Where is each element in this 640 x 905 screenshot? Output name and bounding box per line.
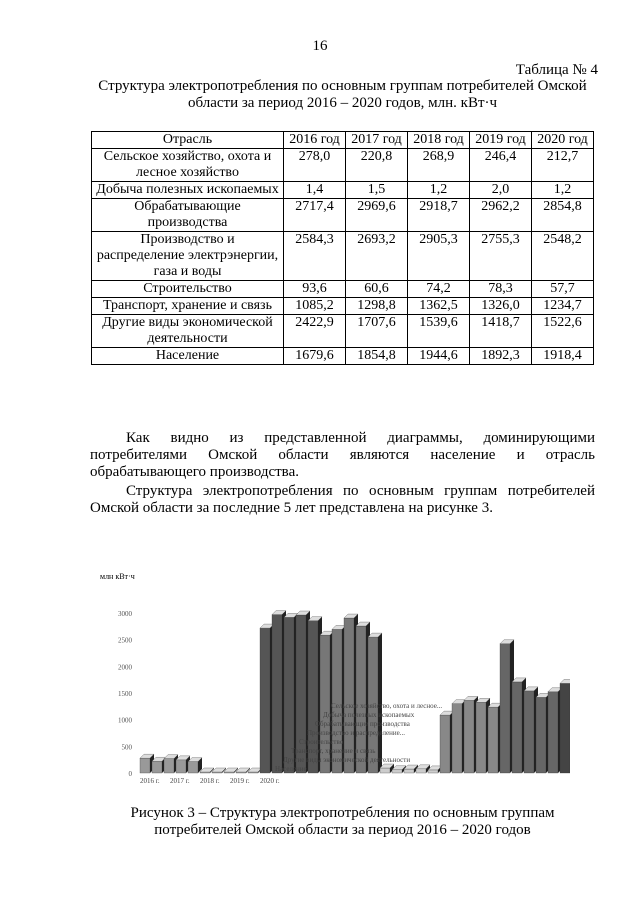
bar [452,704,462,773]
industry-name: Добыча полезных ископаемых [92,182,284,199]
bar [548,692,558,773]
table-row [92,182,594,199]
consumption-table [91,131,594,365]
x-tick-label: 2017 г. [170,777,190,785]
value-cell: 1918,4 [532,348,594,365]
y-tick-label: 3000 [118,610,132,618]
value-cell: 93,6 [284,281,346,298]
value-cell: 1539,6 [408,315,470,348]
value-cell: 2962,2 [470,199,532,232]
table-row [92,232,594,281]
legend-entry: Строительство [299,738,344,746]
value-cell: 1298,8 [346,298,408,315]
industry-name: Обрабатывающие производства [92,199,284,232]
value-cell: 220,8 [346,149,408,182]
y-tick-label: 2000 [118,663,132,672]
header-industry: Отрасль [92,132,284,149]
bar [164,759,174,773]
bar-top [224,768,238,772]
value-cell: 246,4 [470,149,532,182]
bar-top [212,768,226,772]
value-cell: 1,2 [532,182,594,199]
header-year: 2017 год [346,132,408,149]
value-cell: 2717,4 [284,199,346,232]
value-cell: 278,0 [284,149,346,182]
bar [560,683,570,773]
header-year: 2016 год [284,132,346,149]
header-year: 2018 год [408,132,470,149]
value-cell: 2918,7 [408,199,470,232]
bar [200,772,210,773]
bar [248,772,258,773]
table-header-row [92,132,594,149]
legend-entry: Добыча полезных ископаемых [323,711,415,719]
bar [212,772,222,773]
value-cell: 2969,6 [346,199,408,232]
table-row [92,199,594,232]
legend-entry: Другие виды экономической деятельности [283,756,411,764]
y-tick-label: 1500 [118,690,132,698]
bar [428,770,438,773]
value-cell: 2548,2 [532,232,594,281]
value-cell: 2905,3 [408,232,470,281]
paragraph-figure-reference: Структура электропотребления по основным группам потребителей Омской области за последние 5 лет представлена на рисунке 3. [90,483,595,516]
paragraph-conclusion: Как видно из представленной диаграммы, доминирующими потребителями Омской области являются население и отрасль обрабатывающего производства. [90,430,595,480]
table-row [92,281,594,298]
bar-top [236,768,250,772]
x-tick-label: 2020 г. [260,777,280,785]
bar [464,700,474,773]
bar [260,628,270,773]
bar [476,702,486,773]
page-number: 16 [312,38,328,54]
value-cell: 2755,3 [470,232,532,281]
value-cell: 2,0 [470,182,532,199]
table-title: Структура электропотребления по основным группам потребителей Омской области за период 2016 – 2020 годов, млн. кВт·ч [98,78,587,111]
x-tick-label: 2019 г. [230,777,250,785]
table-body [92,149,594,365]
bar [536,697,546,773]
industry-name: Транспорт, хранение и связь [92,298,284,315]
bar [416,769,426,773]
industry-name: Сельское хозяйство, охота и лесное хозяйство [92,149,284,182]
legend-entry: Обрабатывающие производства [315,720,410,728]
industry-name: Производство и распределение электрэнергии, газа и воды [92,232,284,281]
value-cell: 268,9 [408,149,470,182]
bar [176,760,186,773]
value-cell: 60,6 [346,281,408,298]
value-cell: 1679,6 [284,348,346,365]
y-tick-label: 0 [128,770,132,778]
table-row [92,298,594,315]
value-cell: 2854,8 [532,199,594,232]
value-cell: 1522,6 [532,315,594,348]
value-cell: 1892,3 [470,348,532,365]
value-cell: 74,2 [408,281,470,298]
value-cell: 1234,7 [532,298,594,315]
bar [140,758,150,773]
value-cell: 2422,9 [284,315,346,348]
x-tick-label: 2018 г. [200,777,220,785]
table-label: Таблица № 4 [515,62,598,78]
bar [236,772,246,773]
bar [392,770,402,773]
figure-caption: Рисунок 3 – Структура электропотребления по основным группам потребителей Омской области за период 2016 – 2020 годов [130,805,555,838]
industry-name: Население [92,348,284,365]
bar [224,772,234,773]
bar [488,707,498,773]
header-year: 2020 год [532,132,594,149]
value-cell: 1,4 [284,182,346,199]
bar-top [200,768,214,772]
legend-entry: Население [275,765,307,773]
value-cell: 2693,2 [346,232,408,281]
bar [440,715,450,773]
value-cell: 1362,5 [408,298,470,315]
value-cell: 212,7 [532,149,594,182]
value-cell: 1944,6 [408,348,470,365]
y-tick-label: 1000 [118,716,132,725]
legend-entry: Производство и распределение... [307,729,405,737]
industry-name: Другие виды экономической деятельности [92,315,284,348]
value-cell: 1854,8 [346,348,408,365]
value-cell: 1418,7 [470,315,532,348]
bar [512,682,522,773]
consumption-chart [100,565,570,785]
y-axis-label: млн кВт·ч [100,572,135,581]
bar [524,691,534,773]
bar [404,769,414,773]
bar [188,762,198,773]
table-row [92,315,594,348]
y-tick-label: 500 [121,743,132,752]
value-cell: 78,3 [470,281,532,298]
bar [380,768,390,773]
header-year: 2019 год [470,132,532,149]
value-cell: 57,7 [532,281,594,298]
legend-entry: Транспорт, хранение и связь [291,747,376,755]
value-cell: 1707,6 [346,315,408,348]
value-cell: 1085,2 [284,298,346,315]
bar [152,761,162,773]
value-cell: 1,2 [408,182,470,199]
value-cell: 1,5 [346,182,408,199]
bar [500,644,510,773]
bar-top [560,679,570,683]
bar [272,615,282,773]
y-tick-label: 2500 [118,636,132,645]
industry-name: Строительство [92,281,284,298]
value-cell: 1326,0 [470,298,532,315]
table-row [92,348,594,365]
table-row [92,149,594,182]
legend-entry: Сельское хозяйство, охота и лесное... [331,702,443,710]
x-tick-label: 2016 г. [140,777,160,785]
value-cell: 2584,3 [284,232,346,281]
